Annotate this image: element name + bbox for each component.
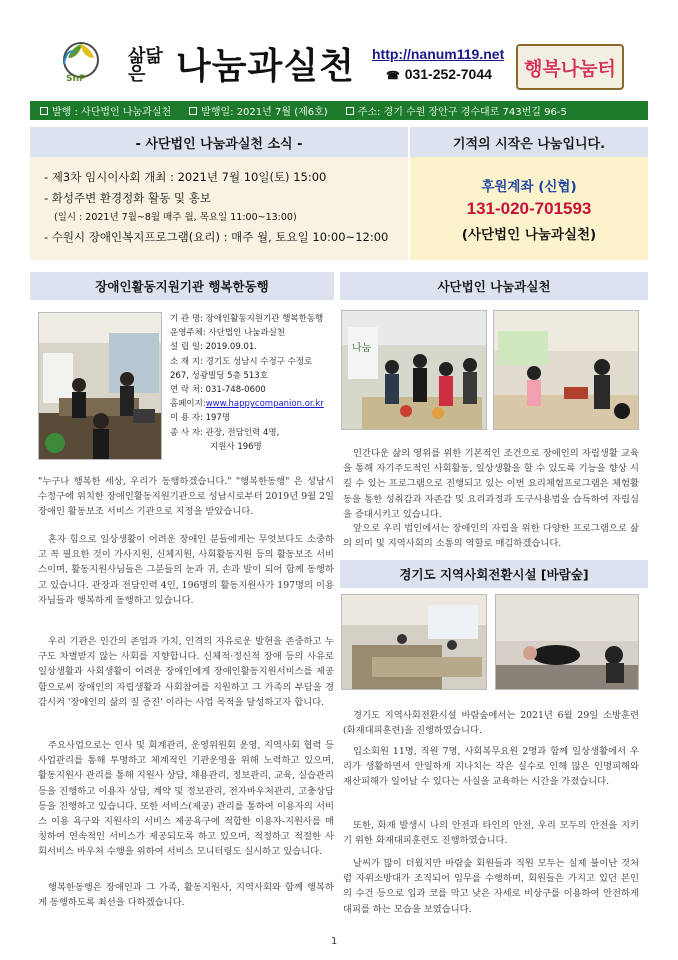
section-title-right: 사단법인 나눔과실천: [340, 272, 648, 300]
cooking-photo-2: [493, 310, 639, 430]
org-info-row: 연 락 처: 031-748-0600: [170, 385, 266, 396]
homepage-label: 홈페이지:: [170, 399, 206, 410]
news-item: - 수원시 장애인복지프로그램(요리) : 매주 월, 토요일 10:00~12:00: [44, 230, 389, 244]
article-paragraph: 또한, 화재 발생시 나의 안전과 타인의 안전, 우리 모두의 안전을 지키기 위한 화재대피훈련도 진행하였습니다.: [343, 820, 639, 847]
publication-info-bar: [30, 101, 648, 120]
brand-title: 나눔과실천: [176, 45, 355, 87]
section-title-right-2: 경기도 지역사회전환시설 [바람숲]: [340, 560, 648, 588]
publisher-info: [40, 103, 171, 118]
org-info-list: [170, 312, 350, 454]
org-info-row: 이 용 자: 197명: [170, 413, 231, 424]
website-link[interactable]: http://nanum119.net: [372, 46, 505, 62]
square-bullet-icon: [189, 107, 197, 115]
article-paragraph: 행복한동행은 장애인과 그 가족, 활동지원사, 지역사회와 함께 행복하게 동행하도록 최선을 다하겠습니다.: [38, 882, 334, 909]
wall-sign-text: 나눔: [352, 343, 372, 354]
page-number: 1: [331, 936, 338, 947]
article-paragraph: 앞으로 우리 법인에서는 장애인의 자립을 위한 다양한 프로그램으로 삶의 의미 및 지역사회의 소통의 역할로 매김하겠습니다.: [343, 523, 639, 550]
article-paragraph: 입소회원 11명, 직원 7명, 사회복무요원 2명과 함께 일상생활에서 우리가 생활하면서 안일하게 지나치는 작은 실수로 인해 많은 인명피해와 재산피해가 일어날 수 있다는 사실을 교육하는 시간을 가졌습니다.: [343, 746, 639, 788]
account-label: 후원계좌 (신협): [481, 179, 577, 195]
phone-number: [386, 66, 492, 82]
article-paragraph: 인간다운 삶의 영위를 위한 기본적인 조건으로 장애인의 자립생활 교육을 통해 자기주도적인 사회활동, 일상생활을 할 수 있도록 기능을 향상 시킬 수 있는 프로그램으로 진행되고 있는 이번 요리체험프로그램은 체험활동을 통한 성취감과 자존감 및 요리과정과 도구사용법을 습득하여 자립심을 증대시키고 있습니다.: [343, 448, 639, 520]
cooking-photo-1: [341, 310, 487, 430]
publisher-text: 발행 : 사단법인 나눔과실천: [52, 107, 172, 118]
article-paragraph: 경기도 지역사회전환시설 바람숲에서는 2021년 6월 29일 소방훈련(화재대피훈련)을 진행하였습니다.: [343, 710, 639, 737]
phone-text: 031-252-7044: [404, 66, 492, 82]
phone-icon: ☎: [386, 70, 400, 82]
brand-small-title: 삶닮은: [128, 46, 163, 85]
org-homepage-row: [170, 397, 350, 411]
office-photo: [38, 312, 162, 460]
news-list: [30, 157, 408, 260]
date-text: 발행일: 2021년 7월 (제6호): [201, 107, 328, 118]
org-info-row: 운영주체: 사단법인 나눔과실천: [170, 328, 286, 339]
news-item: - 화성주변 환경정화 활동 및 홍보: [44, 191, 211, 205]
org-info-row: 267, 성광빌딩 5층 513호: [170, 370, 268, 381]
address-text: 주소: 경기 수원 장안구 경수대로 743번길 96-5: [357, 107, 567, 118]
logo-text: SnP: [66, 74, 86, 84]
section-title-left: 장애인활동지원기관 행복한동행: [30, 272, 334, 300]
news-item: - 제3차 임시이사회 개최 : 2021년 7월 10일(토) 15:00: [44, 170, 327, 184]
fire-drill-photo-2: [495, 594, 639, 690]
article-paragraph: 혼자 힘으로 일상생활이 어려운 장애인 분들에게는 무엇보다도 소중하고 꼭 필요한 것이 가사지원, 신체지원, 사회활동지원 등의 활동보조 서비스이며, 활동지원사님들은 그분들의 눈과 귀, 손과 발이 되어 함께 동행하고 있습니다. 관장과 전담인력 4인, 196명의 활동지원사가 197명의 이용자님들과 행복하게 동행하고 있습니다.: [38, 534, 334, 606]
square-bullet-icon: [346, 107, 354, 115]
org-info-row: 종 사 자: 관장, 전담인력 4명,: [170, 427, 280, 438]
org-info-row: 지원사 196명: [210, 441, 262, 452]
address-info: [346, 103, 567, 118]
article-paragraph: "누구나 행복한 세상, 우리가 동행하겠습니다." "행복한동행" 은 성남시 수정구에 위치한 장애인활동지원기관으로 성남시로부터 2019년 9월 2일 장애인 활동보조 서비스 기관으로 지정을 받았습니다.: [38, 476, 334, 518]
news-title: - 사단법인 나눔과실천 소식 -: [30, 127, 408, 157]
news-item-sub: (일시 : 2021년 7월~8월 매주 월, 목요일 11:00~13:00): [54, 212, 297, 223]
article-paragraph: 우리 기관은 인간의 존엄과 가치, 인격의 자유로운 발현을 존중하고 누구도 차별받지 않는 사회를 지향합니다. 신체적·정신적 장애 등의 사유로 일상생활과 사회생활이 어려운 장애인에게 장애인활동지원서비스를 제공함으로써 장애인의 자립생활과 사회참여를 지원하고 그 가족의 부담을 경감시켜 '장애인의 삶의 질 증진' 이라는 사업 목적을 달성하고자 합니다.: [38, 636, 334, 708]
org-info-row: 설 립 일: 2019.09.01.: [170, 342, 257, 353]
article-paragraph: 주요사업으로는 인사 및 회계관리, 운영위원회 운영, 지역사회 협력 등 사업관리를 통해 투명하고 체계적인 기관운영을 위해 노력하고 있으며, 활동지원사 관리를 통해 지원사 상담, 채용관리, 정보관리, 교육, 실습관리 등을 진행하고 이용자 상담, 계약 및 정보관리, 전자바우처관리, 고충상담 등을 진행하고 있습니다. 또한 서비스(제공) 관리를 통하여 이용자의 서비스 이용 욕구와 지원사의 서비스 제공욕구에 적합한 이용자-지원사를 매칭하여 연속적인 서비스가 제공되도록 하고 있으며, 적정하고 적절한 사회서비스 바우처 수행을 위하여 서비스 모니터링도 실시하고 있습니다.: [38, 740, 334, 858]
account-number: 131-020-701593: [466, 199, 592, 218]
square-bullet-icon: [40, 107, 48, 115]
donation-heading: 기적의 시작은 나눔입니다.: [410, 127, 648, 157]
slogan-badge: 행복나눔터: [516, 44, 624, 90]
newsletter-header: [0, 0, 678, 98]
org-info-row: 소 재 지: 경기도 성남시 수정구 수정로: [170, 356, 313, 367]
fire-drill-photo-1: [341, 594, 487, 690]
org-info-row: 기 관 명: 장애인활동지원기관 행복한동행: [170, 314, 324, 324]
homepage-link[interactable]: www.happycompanion.or.kr: [205, 399, 324, 410]
donation-box: [410, 157, 648, 260]
account-holder: (사단법인 나눔과실천): [461, 227, 597, 243]
article-paragraph: 날씨가 많이 더웠지만 바람숲 회원들과 직원 모두는 실제 불이난 것처럼 자위소방대가 조직되어 임무를 수행하며, 회원들은 가지고 있던 본인의 수건 등으로 입과 코를 막고 낮은 자세로 비상구를 이용하여 안전하게 대피를 하는 모습을 보였습니다.: [343, 858, 639, 915]
date-info: [189, 103, 328, 118]
